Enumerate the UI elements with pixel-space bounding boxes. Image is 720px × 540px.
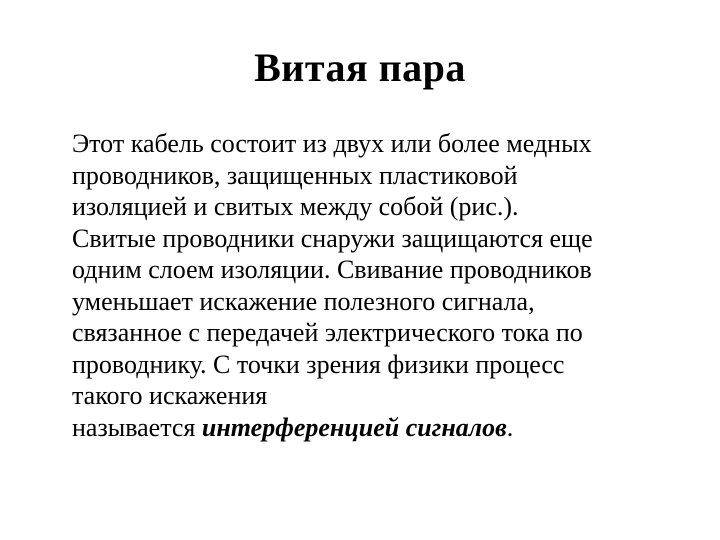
body-line-last [72,412,692,444]
body-line: уменьшает искажение полезного сигнала, [72,286,535,316]
slide-body-text [72,128,692,443]
body-line: проводнику. С точки зрения физики процесс [72,349,565,379]
emphasized-term: интерференцией сигналов [201,412,507,442]
last-line-suffix: . [506,412,514,442]
last-line-prefix: называется [72,412,202,442]
body-line: одним слоем изоляции. Свивание проводников [72,255,592,284]
body-line: Свитые проводники снаружи защищаются еще [72,223,593,253]
body-line: проводников, защищенных пластиковой [72,160,518,190]
body-line: такого искажения [72,381,268,410]
body-line: связанное с передачей электрического тока по [72,318,583,347]
body-line: Этот кабель состоит из двух или более медных [72,129,592,158]
body-line: изоляцией и свитых между собой (рис.). [72,192,519,221]
slide-title: Витая пара [254,45,466,90]
